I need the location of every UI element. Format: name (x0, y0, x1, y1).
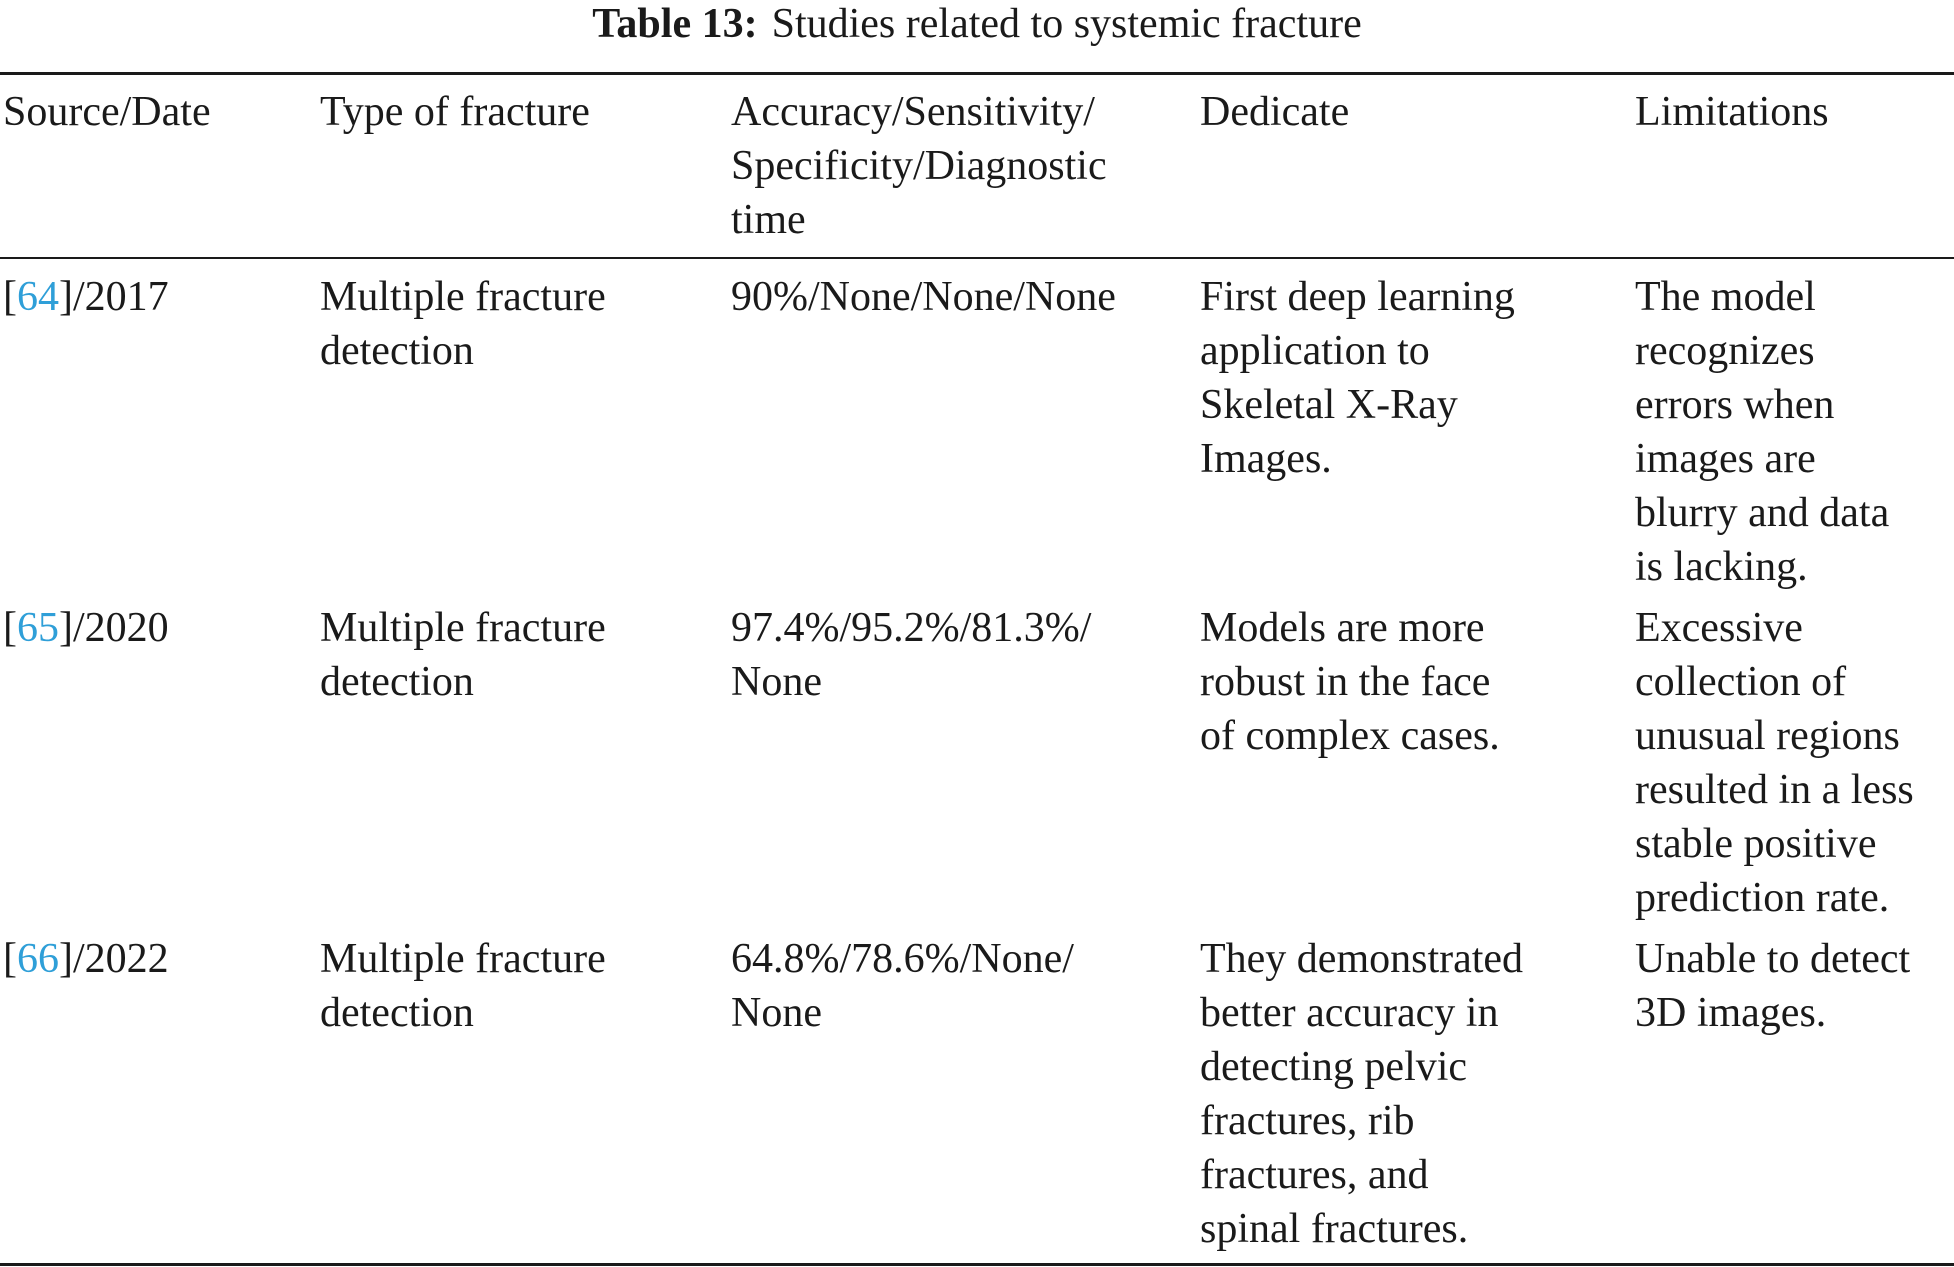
cell-line: robust in the face (1200, 659, 1491, 705)
table-top-rule (0, 72, 1954, 75)
cell-line: 97.4%/95.2%/81.3%/ (731, 605, 1092, 651)
header-metrics (731, 85, 1201, 247)
cell-line: recognizes (1635, 328, 1815, 374)
row-1-metrics (731, 270, 1201, 324)
cell-line: Skeletal X-Ray (1200, 382, 1458, 428)
row-2-source-date: [65]/2020 (3, 605, 169, 651)
cell-line: Models are more (1200, 605, 1485, 651)
cell-line: Multiple fracture (320, 936, 606, 982)
cell-line: of complex cases. (1200, 713, 1500, 759)
cell-line: blurry and data (1635, 490, 1890, 536)
cell-line: images are (1635, 436, 1816, 482)
cell-line: prediction rate. (1635, 875, 1890, 921)
citation-link[interactable]: 66 (17, 936, 59, 982)
cell-line: First deep learning (1200, 274, 1515, 320)
header-source-date: Source/Date (3, 89, 211, 135)
header-dedicate: Dedicate (1200, 89, 1350, 135)
row-2-limitations (1635, 601, 1954, 925)
cell-line: Excessive (1635, 605, 1803, 651)
header-metrics-line: Specificity/Diagnostic (731, 143, 1107, 189)
cell-line: The model (1635, 274, 1816, 320)
row-1-source-date: [64]/2017 (3, 274, 169, 320)
row-3-source-date: [66]/2022 (3, 936, 169, 982)
cell-line: spinal fractures. (1200, 1206, 1469, 1252)
table-header-rule (0, 257, 1954, 259)
row-3-limitations (1635, 932, 1954, 1040)
cell-line: collection of (1635, 659, 1847, 705)
cell-line: Multiple fracture (320, 274, 606, 320)
cell-line: detection (320, 328, 474, 374)
cell-line: None (731, 659, 822, 705)
row-year: /2017 (73, 274, 169, 320)
row-3-dedicate (1200, 932, 1630, 1256)
cell-line: fractures, rib (1200, 1098, 1415, 1144)
row-2-dedicate (1200, 601, 1630, 763)
cell-line: application to (1200, 328, 1430, 374)
cell-line: Multiple fracture (320, 605, 606, 651)
header-type-of-fracture: Type of fracture (320, 89, 590, 135)
cell-line: detection (320, 659, 474, 705)
table-caption (0, 0, 1954, 50)
cell-line: resulted in a less (1635, 767, 1914, 813)
row-year: /2022 (73, 936, 169, 982)
table-bottom-rule (0, 1263, 1954, 1266)
cell-line: They demonstrated (1200, 936, 1524, 982)
cell-line: is lacking. (1635, 544, 1808, 590)
cell-line: Images. (1200, 436, 1332, 482)
row-3-metrics (731, 932, 1201, 1040)
table-caption-label: Table 13: (592, 1, 758, 47)
table-caption-text: Studies related to systemic fracture (771, 1, 1362, 47)
citation-link[interactable]: 64 (17, 274, 59, 320)
cell-line: Unable to detect (1635, 936, 1911, 982)
cell-line: 3D images. (1635, 990, 1827, 1036)
cell-line: 64.8%/78.6%/None/ (731, 936, 1074, 982)
header-metrics-line: Accuracy/Sensitivity/ (731, 89, 1095, 135)
cell-line: detecting pelvic (1200, 1044, 1468, 1090)
header-limitations: Limitations (1635, 89, 1829, 135)
cell-line: 90%/None/None/None (731, 274, 1116, 320)
cell-line: stable positive (1635, 821, 1877, 867)
row-year: /2020 (73, 605, 169, 651)
cell-line: unusual regions (1635, 713, 1900, 759)
cell-line: detection (320, 990, 474, 1036)
cell-line: errors when (1635, 382, 1835, 428)
row-2-type (320, 601, 720, 709)
row-1-dedicate (1200, 270, 1630, 486)
row-2-metrics (731, 601, 1201, 709)
row-1-limitations (1635, 270, 1954, 594)
row-1-type (320, 270, 720, 378)
citation-link[interactable]: 65 (17, 605, 59, 651)
row-3-type (320, 932, 720, 1040)
header-metrics-line: time (731, 197, 806, 243)
cell-line: None (731, 990, 822, 1036)
cell-line: fractures, and (1200, 1152, 1429, 1198)
cell-line: better accuracy in (1200, 990, 1499, 1036)
